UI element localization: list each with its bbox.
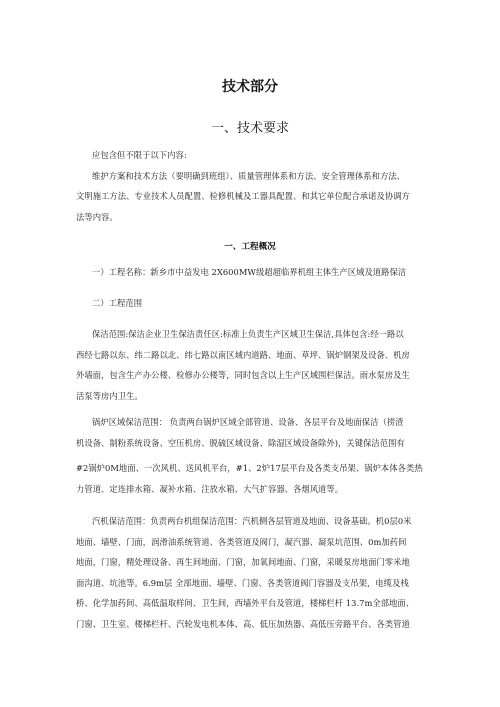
paragraph-line: 桥、化学加药间、高低温取样间、卫生间，西墙外平台及管道，楼梯栏杆 13.7m全部地面、 (76, 598, 415, 608)
paragraph-line: 地面、墙壁、门面，润滑油系统管道、各类管道及阀门，凝汽器、凝泵坑范围、0m加药间 (76, 536, 407, 547)
section-heading: 一、技术要求 (210, 121, 289, 136)
scope-line: 法等内容。 (76, 211, 118, 222)
paragraph-line: #2锅炉0M地面、一次风机、送风机平台，#1、2炉17层平台及各类支吊架、锅炉本体各类热 (76, 463, 423, 473)
intro-paragraph (76, 145, 434, 227)
paragraph-line: 地面，门窗，精处理设备、再生间地面、门窗，加氧间地面、门窗，采暖泵房地面门零米地 (76, 557, 410, 567)
paragraph-line: 汽机保洁范围：负责两台机组保洁范围：汽机侧各层管道及地面、设备基础。机0层0米 (92, 516, 412, 526)
paragraph-line: 外墙面，包含生产办公楼、检修办公楼等，同时包含以上生产区域围栏保洁。雨水泵房及生 (76, 370, 410, 380)
paragraph-line: 西经七路以东、纬二路以北、纬七路以南区域内道路、地面、草坪、锅炉钢架及设备、机房 (76, 349, 410, 360)
turbine-scope-paragraph (76, 511, 434, 634)
project-name-paragraph (76, 262, 434, 283)
paragraph-line: 活泵等房内卫生。 (76, 390, 143, 401)
project-name-line: 一）工程名称：新乡市中益发电 2X600MW级超超临界机组主体生产区域及道路保洁 (92, 267, 407, 277)
scope-line: 维护方案和技术方法（要明确到班组）、质量管理体系和方法、安全管理体系和方法、 (92, 170, 406, 181)
paragraph-line: 力管道、定连排水箱、凝补水箱、注放水箱、大气扩容器、各烟风道等。 (76, 483, 344, 494)
overview-heading: 一、工程概况 (224, 242, 276, 252)
general-scope-paragraph (76, 324, 434, 406)
document-title: 技术部分 (222, 79, 278, 95)
paragraph-line: 保洁范围:保洁企业卫生保洁责任区:标准上负责生产区域卫生保洁,具体包含:经一路以 (92, 329, 404, 339)
paragraph-line: 门窗、卫生室、楼梯栏杆、汽轮发电机本体、高、低压加热器、高低压旁路平台、各类管道 (76, 618, 410, 629)
paragraph-line: 面沟道、坑池等。6.9m层 全部地面、墙壁、门窗、各类管道阀门容器及支吊架，电缆及栈 (76, 577, 409, 588)
project-scope-heading-line: 二）工程范围 (92, 298, 143, 308)
boiler-scope-paragraph (76, 412, 434, 499)
paragraph-line: 锅炉区域保洁范围： 负责两台锅炉区域全部管道、设备、各层平台及地面保洁（捞渣 (92, 417, 404, 427)
project-scope-heading (76, 293, 434, 314)
scope-line: 文明施工方法、专业技术人员配置、检修机械及工器具配置、和其它单位配合承诺及协调方 (76, 191, 410, 201)
intro-line: 应包含但不限于以下内容: (92, 150, 187, 160)
paragraph-line: 机设备、制粉系统设备、空压机房、脱硫区域设备、除湿区域设备除外)，关键保洁范围有 (76, 437, 405, 448)
